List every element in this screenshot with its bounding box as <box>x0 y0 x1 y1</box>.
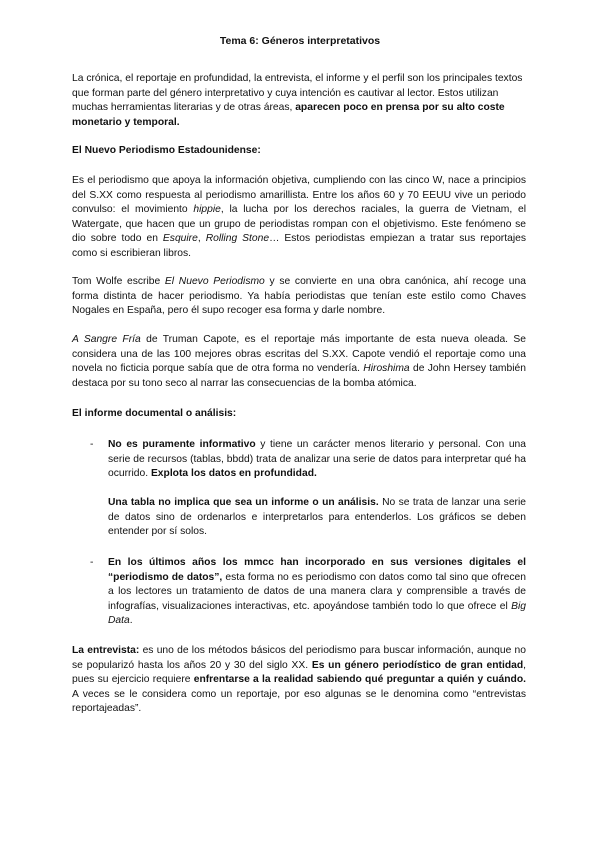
informe-item-2 <box>108 556 526 629</box>
nuevo-periodismo-paragraph-2 <box>72 275 526 319</box>
entrevista-paragraph <box>72 644 526 717</box>
text-run: … Estos periodistas empiezan a tratar sus reportajes como si escribieran libros. <box>72 233 526 259</box>
bold-run: En los últimos años los mmcc han incorporado en sus versiones digitales el “periodismo de datos”, <box>108 557 526 583</box>
italic-run: A Sangre Fría <box>72 334 141 345</box>
page-title: Tema 6: Géneros interpretativos <box>219 35 381 47</box>
bold-run: No es puramente informativo <box>108 439 256 450</box>
intro-paragraph <box>72 72 526 130</box>
text-run: A veces se le considera como un reportaje, por eso algunas se le denomina como “entrevistas reportajeadas”. <box>72 688 526 715</box>
nuevo-periodismo-paragraph-1 <box>72 174 526 262</box>
bold-run: La entrevista: <box>72 645 140 656</box>
text-run: esta forma no es periodismo con datos como tal sino que ofrecen a los lectores un tratamiento de datos de una manera clara y comprensible a través de infografías, visualizaciones interactivas, etc. apoyándose también todo lo que ofrece el <box>108 571 526 612</box>
text-run: . <box>129 615 133 627</box>
list-bullet-1: - <box>90 439 94 450</box>
bold-run: Explota los datos en profundidad. <box>150 468 317 480</box>
italic-run: Big Data <box>108 600 526 627</box>
text-run: , <box>197 233 206 245</box>
text-run: de John Hersey también destaca por su tono seco al narrar las consecuencias de la bomba atómica. <box>72 363 526 389</box>
text-run: y tiene un carácter menos literario y personal. Con una serie de recursos (tablas, bbdd) trata de analizar una serie de datos para interpretar qué ha ocurrido. <box>108 439 526 480</box>
text-run: No se trata de lanzar una serie de datos sino de ordenarlos e interpretarlos para entenderlos. Los gráficos se deben entender por sí solos. <box>108 497 526 538</box>
italic-run: Esquire <box>162 233 198 245</box>
text-run: es uno de los métodos básicos del periodismo para buscar información, aunque no se popularizó hasta los años 20 y 30 del siglo XX. <box>72 645 526 671</box>
text-run: y se convierte en una obra canónica, ahí recoge una forma distinta de hacer periodismo. Ya había periodistas que tenían este estilo como Chaves Nogales en España, pero él supo recoger esa forma y darle nombre. <box>72 276 526 317</box>
italic-run: Hiroshima <box>363 363 410 375</box>
informe-item-1-continuation <box>108 496 526 540</box>
text-run: , la lucha por los derechos raciales, la guerra de Vietnam, el Watergate, que hacen que un grupo de periodistas rompan con el objetivismo. Este fenómeno se dio sobre todo en <box>72 204 527 245</box>
italic-run: El Nuevo Periodismo <box>164 276 265 287</box>
informe-item-1 <box>108 438 526 482</box>
intro-text: La crónica, el reportaje en profundidad, la entrevista, el informe y el perfil son los principales textos que forman parte del género interpretativo y cuya intención es cautivar al lector. Estos utilizan muchas herramientas literarias y de otras áreas, <box>72 73 523 114</box>
list-bullet-2: - <box>90 557 94 568</box>
intro-bold: aparecen poco en prensa por su alto coste monetario y temporal. <box>72 102 505 128</box>
text-run: , pues su ejercicio requiere <box>72 659 526 686</box>
nuevo-periodismo-paragraph-3 <box>72 333 526 391</box>
text-run: de Truman Capote, es el reportaje más importante de esta nueva oleada. Se considera una de las 100 mejores obras escritas del S.XX. Capote vendió el reportaje como una novela no ficticia porque sabía que de otra forma no vendería. <box>72 334 527 375</box>
italic-run: hippie <box>193 204 221 216</box>
text-run: Es el periodismo que apoya la información objetiva, cumpliendo con las cinco W, nace a principios del S.XX como respuesta al periodismo amarillista. Entre los años 60 y 70 EEUU vive un periodo convulso: el movimiento <box>72 175 526 216</box>
section-heading-informe: El informe documental o análisis: <box>72 408 237 419</box>
bold-run: Es un género periodístico de gran entidad <box>311 659 524 671</box>
section-heading-nuevo-periodismo: El Nuevo Periodismo Estadounidense: <box>72 145 261 156</box>
bold-run: enfrentarse a la realidad sabiendo qué preguntar a quién y cuándo. <box>193 674 526 686</box>
bold-run: Una tabla no implica que sea un informe o un análisis. <box>108 497 379 508</box>
italic-run: Rolling Stone <box>205 233 270 245</box>
text-run: Tom Wolfe escribe <box>72 276 165 287</box>
